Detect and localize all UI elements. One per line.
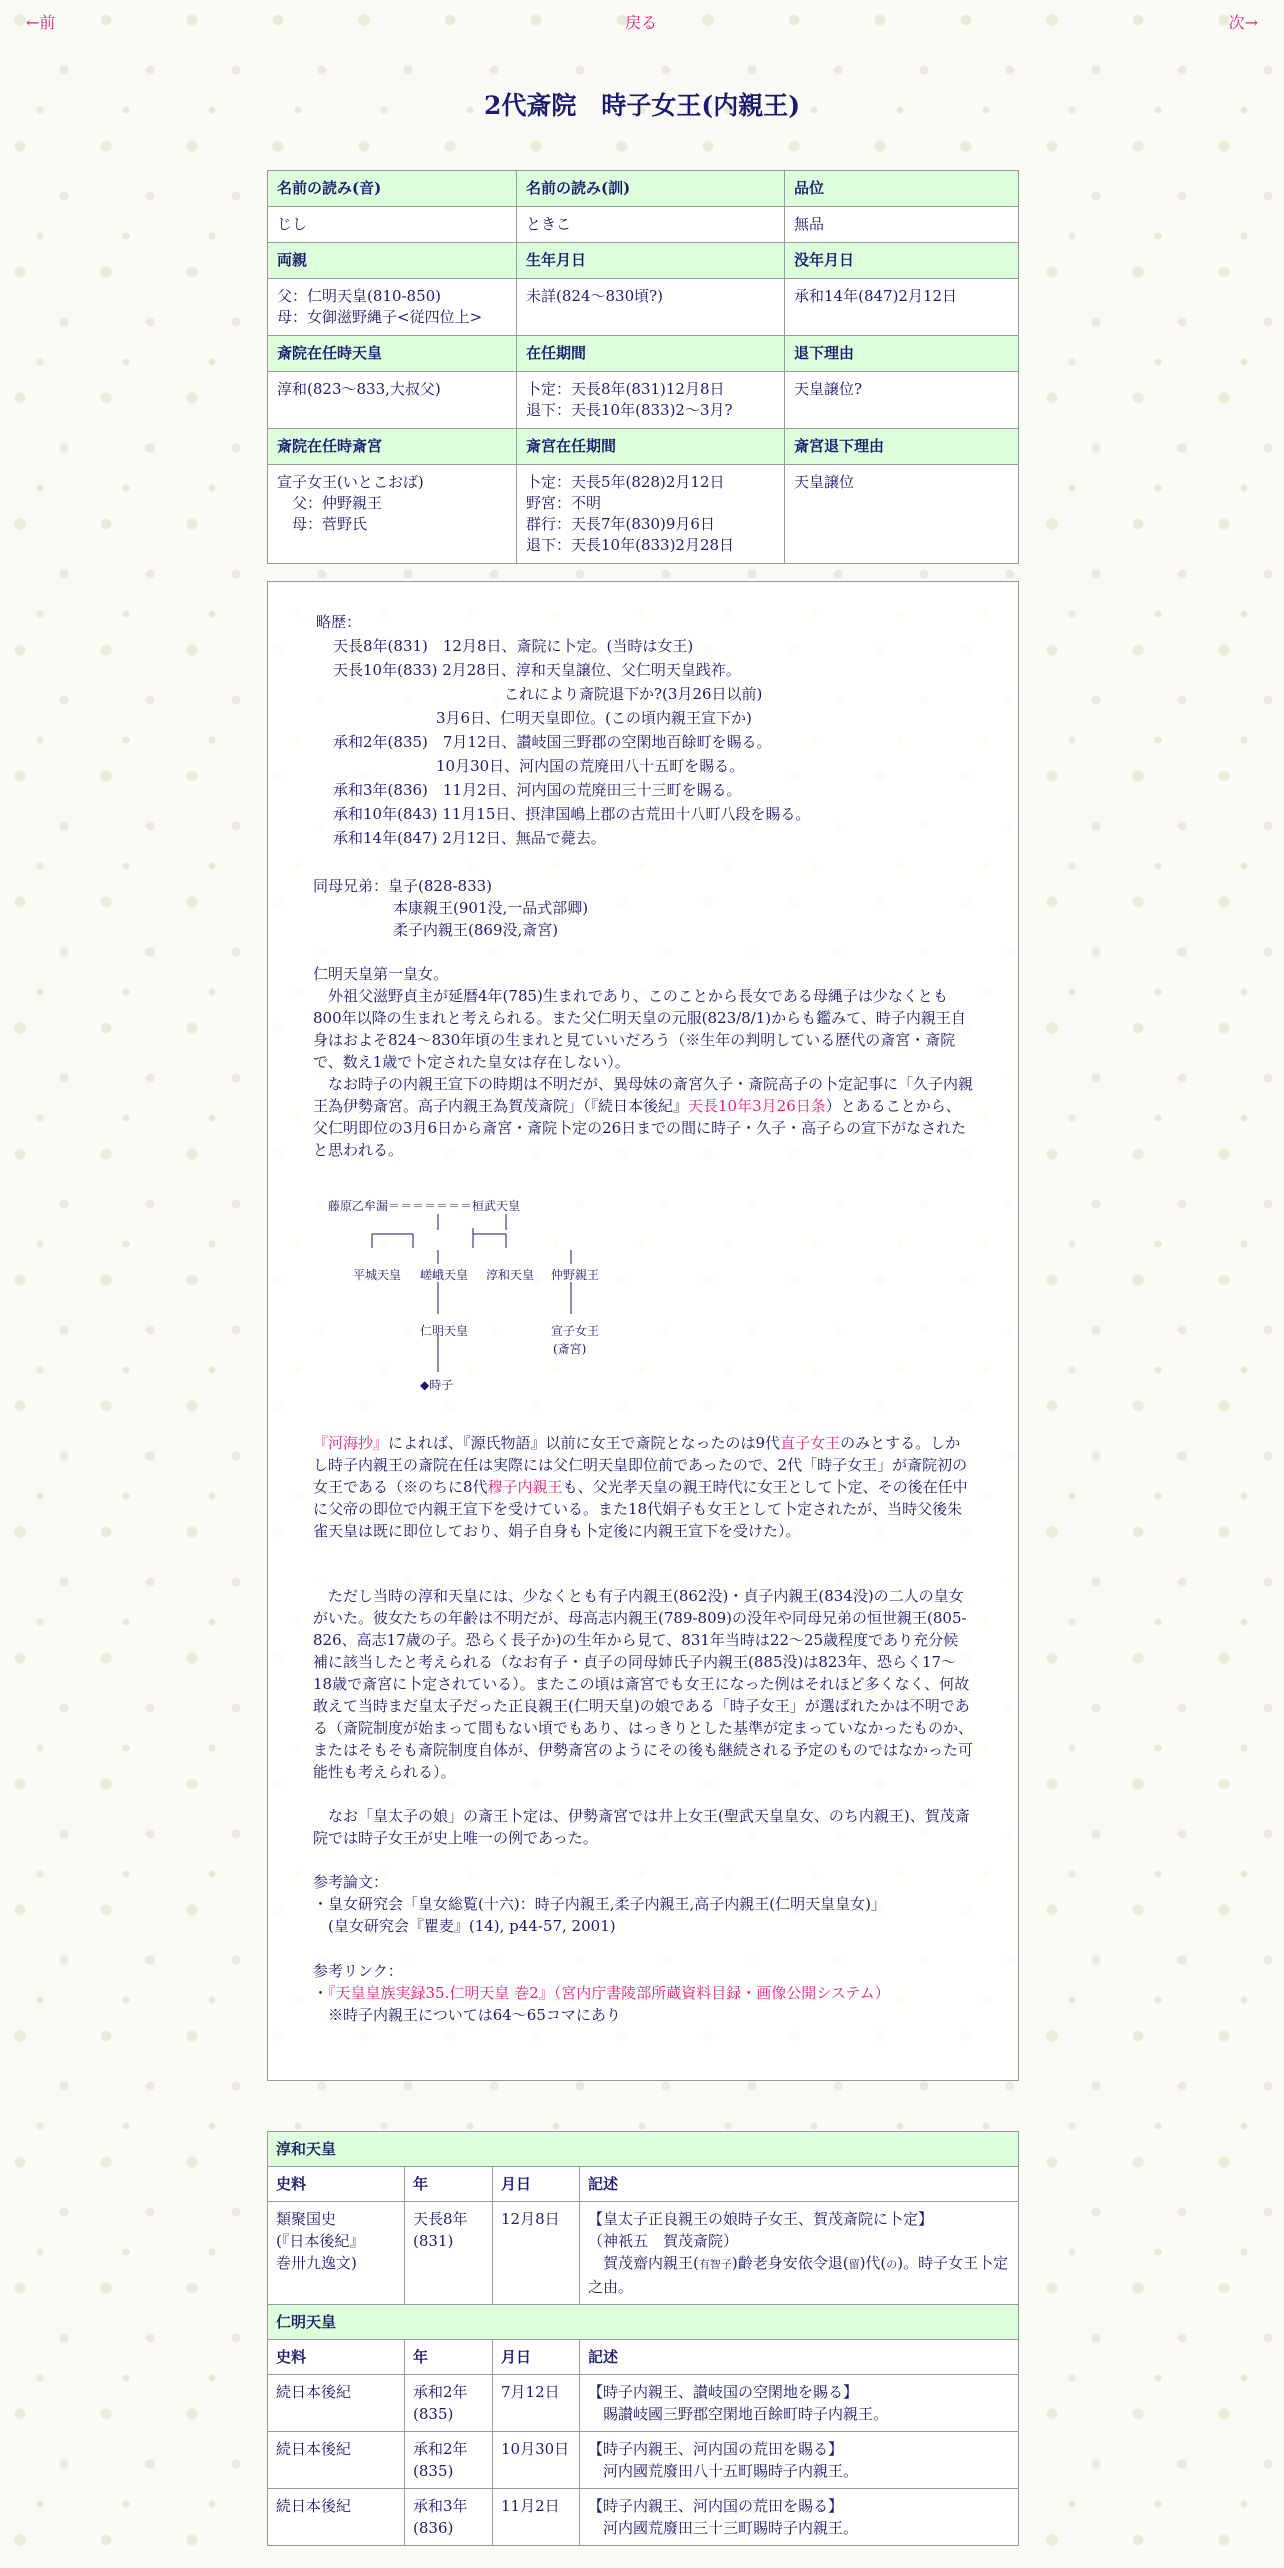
shiryo-line: (『日本後紀』 bbox=[276, 2232, 365, 2250]
table-row bbox=[268, 2432, 1019, 2489]
tenure-start: 卜定：天長8年(831)12月8日 bbox=[526, 380, 725, 398]
nen-line: 承和2年 bbox=[413, 2440, 468, 2458]
header-botsunen: 没年月日 bbox=[785, 243, 1019, 279]
tenure-end: 退下：天長10年(833)2～3月? bbox=[526, 401, 733, 419]
cell-kiji bbox=[580, 2375, 1019, 2432]
nen-line: 承和3年 bbox=[413, 2497, 468, 2515]
header-riyu: 退下理由 bbox=[785, 336, 1019, 372]
header-saigu: 斎院在任時斎宮 bbox=[268, 429, 517, 465]
gen-nobuko: 宣子女王 bbox=[551, 1324, 600, 1338]
gen-junna: 淳和天皇 bbox=[486, 1268, 535, 1282]
kiji-text: 賀茂齋内親王( bbox=[588, 2254, 699, 2272]
gen-heizei: 平城天皇 bbox=[353, 1268, 402, 1282]
saigu-tenure-3: 群行：天長7年(830)9月6日 bbox=[526, 515, 715, 533]
kiji-line: 河内國荒廢田八十五町賜時子内親王。 bbox=[588, 2462, 859, 2480]
header-ryoshin: 両親 bbox=[268, 243, 517, 279]
gen-tokiko: ◆時子 bbox=[420, 1378, 454, 1392]
paragraph-3: ただし当時の淳和天皇には、少なくとも有子内親王(862没)・貞子内親王(834没)の二人の皇女がいた。彼女たちの年齢は不明だが、母高志内親王(789-809)の没年や同母兄弟の恒世親王(805-826、高志17歳の子。恐らく長子か)の生年から見て、831年当時は22～25歳程度であり充分候補に該当したと考えられる（なお有子・貞子の同母姉氏子内親王(885没)は823年、恐らく17～18歳で斎宮に卜定されている）。またこの頃は斎宮でも女王になった例はそれほど多くなく、何故敢えて当時まだ皇太子だった正良親王(仁明天皇)の娘である「時子女王」が選ばれたかは不明である（斎院制度が始まって間もない頃でもあり、はっきりとした基準が定まっていなかったものか、またはそもそも斎院制度自体が、伊勢斎宮のようにその後も継続される予定のものではなかった可能性も考えられる）。 bbox=[313, 1587, 974, 1781]
header-kiji: 記述 bbox=[580, 2167, 1019, 2202]
genealogy-lines bbox=[268, 582, 1018, 1382]
cell-nen bbox=[405, 2432, 493, 2489]
kiji-line: 【時子内親王、讃岐国の空閑地を賜る】 bbox=[588, 2383, 859, 2401]
kiji-line: 【時子内親王、河内国の荒田を賜る】 bbox=[588, 2497, 844, 2515]
page-title: 2代斎院 時子女王(内親王) bbox=[483, 91, 801, 120]
header-saigu-riyu: 斎宮退下理由 bbox=[785, 429, 1019, 465]
ryakureki-line: 承和10年(843) 11月15日、摂津国嶋上郡の古荒田十八町八段を賜る。 bbox=[333, 805, 811, 823]
para-2 bbox=[313, 1432, 973, 1542]
para-1b: 外祖父滋野貞主が延暦4年(785)生まれであり、このことから長女である母縄子は少なくとも800年以降の生まれと考えられる。また父仁明天皇の元服(823/8/1)からも鑑みて、時子内親王自身はおよそ824～830年頃の生まれと見ていいだろう（※生年の判明している歴代の斎宮・斎院で、数え1歳で卜定された皇女は存在しない）。 bbox=[313, 987, 966, 1071]
saigu-father: 父：仲野親王 bbox=[277, 494, 383, 512]
shoryobu-link[interactable]: 宮内庁書陵部所蔵資料目録・画像公開システム bbox=[561, 1984, 875, 2002]
nen-line: 承和2年 bbox=[413, 2383, 468, 2401]
death-date: 承和14年(847)2月12日 bbox=[785, 279, 1019, 336]
header-shiryo: 史料 bbox=[268, 2340, 405, 2375]
cell-shiryo bbox=[268, 2202, 405, 2305]
saigu-tenure-4: 退下：天長10年(833)2月28日 bbox=[526, 536, 735, 554]
kiji-text: )代( bbox=[859, 2254, 887, 2272]
kiji-line: 【時子内親王、河内国の荒田を賜る】 bbox=[588, 2440, 844, 2458]
cell-tsukihi: 10月30日 bbox=[493, 2432, 580, 2489]
saigu-name: 宣子女王(いとこおば) bbox=[277, 473, 424, 491]
kakaisho-link[interactable]: 『河海抄』 bbox=[313, 1434, 389, 1452]
cell-shiryo: 続日本後紀 bbox=[268, 2432, 405, 2489]
header-tsukihi: 月日 bbox=[493, 2167, 580, 2202]
yoshiko-link[interactable]: 穆子内親王 bbox=[487, 1478, 563, 1496]
ref-item-source: (皇女研究会『瞿麦』(14), p44-57, 2001) bbox=[313, 1917, 616, 1935]
siblings-label: 同母兄弟：皇子(828-833) bbox=[313, 877, 493, 895]
header-kiji: 記述 bbox=[580, 2340, 1019, 2375]
ryakureki-line: 10月30日、河内国の荒廃田八十五町を賜る。 bbox=[436, 757, 745, 775]
ryakureki-line: これにより斎院退下か?(3月26日以前) bbox=[504, 685, 763, 703]
cell-nen bbox=[405, 2489, 493, 2546]
gen-top: 藤原乙牟漏＝＝＝＝＝＝＝桓武天皇 bbox=[328, 1199, 521, 1213]
yomi-kun: ときこ bbox=[517, 207, 785, 243]
hini: 無品 bbox=[785, 207, 1019, 243]
cell-nen bbox=[405, 2375, 493, 2432]
father: 父：仁明天皇(810-850) bbox=[277, 287, 442, 305]
saigu-tenure-2: 野宮：不明 bbox=[526, 494, 602, 512]
cell-tsukihi: 7月12日 bbox=[493, 2375, 580, 2432]
para-1c-text: なお時子の内親王宣下の時期は不明だが、異母妹の斎宮久子・斎院高子の卜定記事に「久子内親王為伊勢斎宮。高子内親王為賀茂斎院」（『続日本後紀』 bbox=[313, 1075, 974, 1115]
gen-ninmyo: 仁明天皇 bbox=[420, 1324, 469, 1338]
kiji-small: の bbox=[886, 2258, 898, 2271]
sources-table bbox=[267, 2131, 1019, 2546]
cell-kiji bbox=[580, 2489, 1019, 2546]
kiji-line bbox=[588, 2252, 1010, 2298]
yomi-on: じし bbox=[268, 207, 517, 243]
kiji-line: 賜讃岐國三野郡空閑地百餘町時子内親王。 bbox=[588, 2405, 889, 2423]
link-item bbox=[313, 1981, 890, 2005]
para-2-text1: によれば、『源氏物語』以前に女王で斎院となったのは9代 bbox=[388, 1434, 781, 1452]
narrative-box bbox=[267, 581, 1019, 2081]
cell-tsukihi: 11月2日 bbox=[493, 2489, 580, 2546]
ref-item: ・皇女研究会「皇女総覧(十六)：時子内親王,柔子内親王,高子内親王(仁明天皇皇女)」 bbox=[313, 1895, 886, 1913]
nen-line: (835) bbox=[413, 2462, 454, 2480]
ryakureki-line: 承和2年(835) 7月12日、讃岐国三野郡の空閑地百餘町を賜る。 bbox=[333, 733, 772, 751]
nen-line: (835) bbox=[413, 2405, 454, 2423]
parents bbox=[268, 279, 517, 336]
next-link[interactable]: 次→ bbox=[1228, 13, 1258, 32]
links-label: 参考リンク： bbox=[313, 1962, 403, 1980]
sibling: 柔子内親王(869没,斎宮) bbox=[393, 921, 559, 939]
shoku-nihon-koki-link[interactable]: 天長10年3月26日条 bbox=[688, 1097, 826, 1115]
saigu bbox=[268, 465, 517, 564]
refs-label: 参考論文： bbox=[313, 1873, 389, 1891]
header-tenno: 斎院在任時天皇 bbox=[268, 336, 517, 372]
saigu-mother: 母：菅野氏 bbox=[277, 515, 368, 533]
retire-reason: 天皇譲位? bbox=[785, 372, 1019, 429]
saigu-retire-reason: 天皇譲位 bbox=[785, 465, 1019, 564]
header-hini: 品位 bbox=[785, 171, 1019, 207]
ryakureki-line: 天長10年(833) 2月28日、淳和天皇譲位、父仁明天皇践祚。 bbox=[333, 661, 741, 679]
paragraph-2 bbox=[313, 1432, 973, 1542]
cell-kiji bbox=[580, 2432, 1019, 2489]
section-ninmyo: 仁明天皇 bbox=[268, 2305, 1019, 2340]
profile-table bbox=[267, 170, 1019, 564]
mother: 母：女御滋野縄子<従四位上> bbox=[277, 308, 483, 326]
para-1c-text2: ）とあることから、父仁明即位の3月6日から斎宮・斎院卜定の26日までの間に時子・久子・高子らの宣下がなされたと思われる。 bbox=[313, 1097, 967, 1159]
birth-date: 未詳(824～830頃?) bbox=[517, 279, 785, 336]
header-nen: 年 bbox=[405, 2167, 493, 2202]
cell-nen bbox=[405, 2202, 493, 2305]
kiji-line: 河内國荒廢田三十三町賜時子内親王。 bbox=[588, 2519, 859, 2537]
ryakureki-line: 3月6日、仁明天皇即位。(この頃内親王宣下か) bbox=[436, 709, 752, 727]
header-kikan: 在任期間 bbox=[517, 336, 785, 372]
header-seinen: 生年月日 bbox=[517, 243, 785, 279]
header-tsukihi: 月日 bbox=[493, 2340, 580, 2375]
gen-saga: 嵯峨天皇 bbox=[420, 1268, 469, 1282]
emperor: 淳和(823～833,大叔父) bbox=[268, 372, 517, 429]
ryakureki-line: 天長8年(831) 12月8日、斎院に卜定。(当時は女王) bbox=[333, 637, 694, 655]
paren-close: ） bbox=[874, 1984, 890, 2002]
ryakureki-line: 承和14年(847) 2月12日、無品で薨去。 bbox=[333, 829, 606, 847]
cell-tsukihi: 12月8日 bbox=[493, 2202, 580, 2305]
naoko-link[interactable]: 直子女王 bbox=[780, 1434, 841, 1452]
para-2-text3: も、父光孝天皇の親王時代に女王として卜定、その後在任中に父帝の即位で内親王宣下を受けている。また18代娟子も女王として卜定されたが、当時父後朱雀天皇は既に即位しており、娟子自身も卜定後に内親王宣下を受けた）。 bbox=[313, 1478, 968, 1540]
ryakureki-line: 承和3年(836) 11月2日、河内国の荒廃田三十三町を賜る。 bbox=[333, 781, 742, 799]
back-link[interactable]: 戻る bbox=[625, 13, 658, 32]
nen-line: (831) bbox=[413, 2232, 454, 2250]
shiryo-line: 巻卅九逸文) bbox=[276, 2254, 357, 2272]
nen-line: 天長8年 bbox=[413, 2210, 468, 2228]
cell-kiji bbox=[580, 2202, 1019, 2305]
gen-saigu: (斎宮) bbox=[553, 1342, 587, 1356]
section-junna: 淳和天皇 bbox=[268, 2132, 1019, 2167]
cell-shiryo: 続日本後紀 bbox=[268, 2375, 405, 2432]
kiji-line: 【皇太子正良親王の娘時子女王、賀茂斎院に卜定】 bbox=[588, 2210, 934, 2228]
kiji-text: )齡老身安依令退( bbox=[731, 2254, 849, 2272]
jitsuroku-link[interactable]: 『天皇皇族実録35.仁明天皇 巻2』 bbox=[328, 1984, 554, 2002]
shiryo-line: 類聚国史 bbox=[276, 2210, 337, 2228]
ryakureki-label: 略歴： bbox=[316, 613, 362, 631]
link-dot: ・ bbox=[313, 1984, 329, 2002]
header-saigu-kikan: 斎宮在任期間 bbox=[517, 429, 785, 465]
header-shiryo: 史料 bbox=[268, 2167, 405, 2202]
link-note: ※時子内親王については64～65コマにあり bbox=[313, 2006, 621, 2024]
paragraph-4: なお「皇太子の娘」の斎王卜定は、伊勢斎宮では井上女王(聖武天皇皇女、のち内親王)、賀茂斎院では時子女王が史上唯一の例であった。 bbox=[313, 1807, 970, 1847]
kiji-line: （神祇五 賀茂斎院） bbox=[588, 2232, 739, 2250]
table-row bbox=[268, 2202, 1019, 2305]
kiji-small: 有智子 bbox=[698, 2258, 732, 2271]
para-1a: 仁明天皇第一皇女。 bbox=[313, 965, 449, 983]
saigu-tenure bbox=[517, 465, 785, 564]
saigu-tenure-1: 卜定：天長5年(828)2月12日 bbox=[526, 473, 725, 491]
prev-link[interactable]: ←前 bbox=[26, 13, 56, 32]
table-row bbox=[268, 2375, 1019, 2432]
header-yomi-kun: 名前の読み(訓) bbox=[517, 171, 785, 207]
para-2-text2: のみとする。しかし時子内親王の斎院在任は実際には父仁明天皇即位前であったので、2代「時子女王」が斎院初の女王である（※のちに8代 bbox=[313, 1434, 968, 1496]
tenure bbox=[517, 372, 785, 429]
sibling: 本康親王(901没,一品式部卿) bbox=[393, 899, 589, 917]
gen-nakano: 仲野親王 bbox=[551, 1268, 600, 1282]
table-row bbox=[268, 2489, 1019, 2546]
paren-open: （ bbox=[553, 1984, 562, 2002]
header-yomi-on: 名前の読み(音) bbox=[268, 171, 517, 207]
kiji-text: )。時子女王卜定之由。 bbox=[588, 2254, 1009, 2296]
header-nen: 年 bbox=[405, 2340, 493, 2375]
kiji-small: 留 bbox=[848, 2258, 860, 2271]
nen-line: (836) bbox=[413, 2519, 454, 2537]
cell-shiryo: 続日本後紀 bbox=[268, 2489, 405, 2546]
